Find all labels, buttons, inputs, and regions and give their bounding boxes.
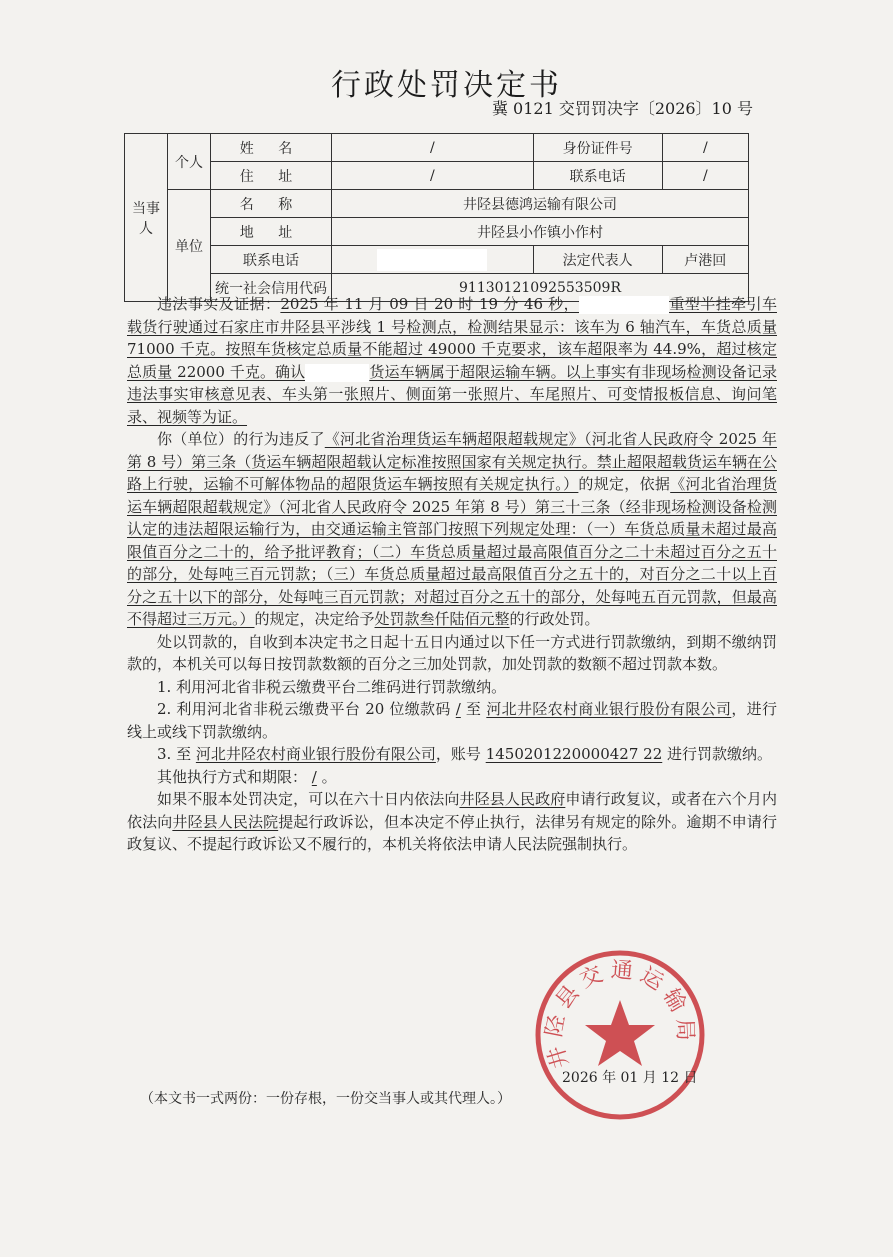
company-address-value: 井陉县小作镇小作村 xyxy=(332,218,749,246)
payment-intro: 处以罚款的，自收到本决定书之日起十五日内通过以下任一方式进行罚款缴纳，到期不缴纳罚款的，本机关可以每日按罚款数额的百分之三加处罚款，加处罚款的数额不超过罚款本数。 xyxy=(127,632,777,673)
document-body xyxy=(127,293,777,856)
copies-note: （本文书一式两份：一份存根，一份交当事人或其代理人。） xyxy=(140,1091,511,1107)
phone-value: / xyxy=(662,162,748,190)
issue-date: 2026 年 01 月 12 日 xyxy=(562,1070,698,1086)
legal-rep-value: 卢港回 xyxy=(662,246,748,274)
company-phone-label: 联系电话 xyxy=(211,246,332,274)
credit-code-value: 91130121092553509R xyxy=(332,274,749,302)
phone-label: 联系电话 xyxy=(533,162,662,190)
address-label: 住 址 xyxy=(211,162,332,190)
legal-rep-label: 法定代表人 xyxy=(533,246,662,274)
document-number: 冀 0121 交罚罚决字〔2026〕10 号 xyxy=(491,99,753,118)
seal-text: 井陉县交通运输局 xyxy=(541,957,698,1072)
payment-method-3: 3. 至 河北井陉农村商业银行股份有限公司，账号 1450201220000427 22 进行罚款缴纳。 xyxy=(157,745,773,763)
party-info-table xyxy=(124,133,749,302)
official-seal xyxy=(530,945,710,1125)
id-label: 身份证件号 xyxy=(533,134,662,162)
person-label: 个人 xyxy=(168,134,211,190)
address-value: / xyxy=(332,162,534,190)
credit-code-label: 统一社会信用代码 xyxy=(211,274,332,302)
id-value: / xyxy=(662,134,748,162)
company-address-label: 地 址 xyxy=(211,218,332,246)
other-execution: 其他执行方式和期限： / 。 xyxy=(157,767,337,786)
payment-method-2: 2. 利用河北省非税云缴费平台 20 位缴款码 / 至 河北井陉农村商业银行股份有限公司，进行线上或线下罚款缴纳。 xyxy=(127,700,777,741)
name-label: 姓 名 xyxy=(211,134,332,162)
company-name-label: 名 称 xyxy=(211,190,332,218)
redaction-box xyxy=(305,364,369,382)
redaction-box xyxy=(377,249,487,271)
document-title: 行政处罚决定书 xyxy=(331,68,562,103)
redaction-box xyxy=(579,296,669,314)
company-name-value: 井陉县德鸿运输有限公司 xyxy=(332,190,749,218)
name-value: / xyxy=(332,134,534,162)
appeal-paragraph: 如果不服本处罚决定，可以在六十日内依法向井陉县人民政府申请行政复议，或者在六个月内依法向井陉县人民法院提起行政诉讼，但本决定不停止执行，法律另有规定的除外。逾期不申请行政复议、不提起行政诉讼又不履行的，本机关将依法申请人民法院强制执行。 xyxy=(127,790,777,853)
payment-method-1: 1. 利用河北省非税云缴费平台二维码进行罚款缴纳。 xyxy=(157,677,507,696)
unit-label: 单位 xyxy=(168,190,211,302)
facts-paragraph: 违法事实及证据：2025 年 11 月 09 日 20 时 19 分 46 秒， 重型半挂牵引车载货行驶通过石家庄市井陉县平涉线 1 号检测点，检测结果显示：该车为 6 轴汽车，车货总质量 71000 千克。按照车货核定总质量不能超过 49000 千克要求，该车超限率为 44.9%，超过核定总质量 22000 千克。确认 货运车辆属于超限运输车辆。以上事实有非现场检测设备记录违法事实审核意见表、车头第一张照片、侧面第一张照片、车尾照片、可变情报板信息、询问笔录、视频等为证。 xyxy=(127,295,777,426)
company-phone-value xyxy=(332,246,534,274)
seal-star-icon xyxy=(585,1000,655,1066)
party-group-label: 当事人 xyxy=(125,134,168,302)
violation-paragraph: 你（单位）的行为违反了《河北省治理货运车辆超限超载规定》（河北省人民政府令 2025 年第 8 号）第三条（货运车辆超限超载认定标准按照国家有关规定执行。禁止超限超载货运车辆在公路上行驶，运输不可解体物品的超限货运车辆按照有关规定执行。）的规定，依据《河北省治理货运车辆超限超载规定》（河北省人民政府令 2025 年第 8 号）第三十三条（经非现场检测设备检测认定的违法超限运输行为，由交通运输主管部门按照下列规定处理：（一）车货总质量未超过最高限值百分之二十的，给予批评教育；（二）车货总质量超过最高限值百分之二十未超过百分之五十的部分，处每吨三百元罚款；（三）车货总质量超过最高限值百分之五十的，对百分之二十以上百分之五十以下的部分，处每吨三百元罚款；对超过百分之五十的部分，处每吨五百元罚款，但最高不得超过三万元。）的规定，决定给予处罚款叁仟陆佰元整的行政处罚。 xyxy=(127,430,777,628)
